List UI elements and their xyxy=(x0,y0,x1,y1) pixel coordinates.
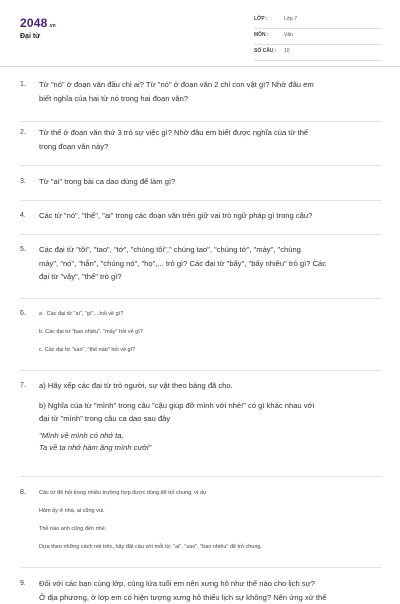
question-text: b) Nghĩa của từ "mình" trong câu "cậu giúp đỡ mình với nhé!" có gì khác nhau với xyxy=(39,399,381,413)
question-number: 8. xyxy=(20,489,26,496)
question-9 xyxy=(20,580,382,600)
question-text: Từ "ai" trong bài ca dao dùng để làm gì? xyxy=(39,175,381,189)
question-8 xyxy=(20,489,382,568)
logo-domain: .vn xyxy=(49,23,56,29)
sub-question: c. Các đại từ "sao", "thế nào" hỏi về gì? xyxy=(39,346,381,355)
question-number: 2. xyxy=(20,129,26,136)
question-1 xyxy=(20,81,382,122)
question-6 xyxy=(20,310,382,371)
question-number: 4. xyxy=(20,212,26,219)
page-title: Đại từ xyxy=(20,33,40,40)
question-text: mày", "nó", "hắn", "chúng nó", "họ",... trỏ gì? Các đại từ "bấy", "bấy nhiêu" trỏ gì? Các xyxy=(39,257,381,271)
question-number: 6. xyxy=(20,310,26,317)
question-number: 3. xyxy=(20,178,26,185)
site-logo[interactable] xyxy=(20,16,56,30)
question-text: Từ "nó" ở đoạn văn đầu chỉ ai? Từ "nó" ở đoạn văn 2 chỉ con vật gì? Nhờ đâu em xyxy=(39,78,381,92)
question-number: 7. xyxy=(20,382,26,389)
question-text: Các từ để hỏi trong nhiều trường hợp được dùng để trỏ chung, ví dụ xyxy=(39,489,381,498)
question-2 xyxy=(20,129,382,166)
question-text: Các từ "nó", "thế", "ai" trong các đoạn văn trên giữ vai trò ngữ pháp gì trong câu? xyxy=(39,209,381,223)
meta-question-count xyxy=(254,46,380,61)
example-line: Thế nào anh cũng đến nhé. xyxy=(39,525,381,534)
question-text: biết nghĩa của hai từ nó trong hai đoạn văn? xyxy=(39,92,381,106)
question-text: đại từ "vậy", "thế" trỏ gì? xyxy=(39,270,381,284)
question-4 xyxy=(20,212,382,235)
meta-label: SỐ CÂU : xyxy=(254,48,277,54)
question-number: 5. xyxy=(20,246,26,253)
question-text: đại từ "mình" trong câu ca dao sau đây xyxy=(39,412,381,426)
example-line: Hôm ấy ở nhà, ai cũng vui. xyxy=(39,507,381,516)
meta-value: Văn xyxy=(284,32,293,38)
poem-line: Ta về ta nhớ hàm ăng mình cười" xyxy=(39,442,381,455)
meta-grade xyxy=(254,14,380,29)
question-3 xyxy=(20,178,382,201)
meta-label: MÔN : xyxy=(254,32,269,38)
question-number: 1. xyxy=(20,81,26,88)
meta-value: 10 xyxy=(284,48,290,54)
meta-value: Lớp 7 xyxy=(284,16,297,22)
meta-subject xyxy=(254,30,380,45)
meta-label: LỚP : xyxy=(254,16,268,22)
question-text: a) Hãy xếp các đại từ trỏ người, sự vật theo bảng đã cho. xyxy=(39,379,381,393)
sub-question: a . Các đại từ "ai", "gì",...hỏi về gì? xyxy=(39,310,381,319)
question-text: Đối với các bạn cùng lớp, cùng lứa tuổi em nên xưng hô như thế nào cho lịch sự? xyxy=(39,577,381,591)
question-text: trong đoạn văn này? xyxy=(39,140,381,154)
sub-question: b. Các đại từ "bao nhiêu", "mấy" hỏi về gì? xyxy=(39,328,381,337)
question-5 xyxy=(20,246,382,299)
poem-line: "Mình về mình có nhớ ta, xyxy=(39,430,381,443)
question-text: Các đại từ "tôi", "tao", "tớ", "chúng tôi"," chúng tao", "chúng tớ", "mày", "chúng xyxy=(39,243,381,257)
question-number: 9. xyxy=(20,580,26,587)
question-text: Ở địa phương, ở lớp em có hiện tượng xưng hô thiếu lịch sự không? Nên ứng xử thế xyxy=(39,591,381,604)
worksheet-header xyxy=(0,0,400,67)
question-7 xyxy=(20,382,382,477)
logo-text: 2048 xyxy=(20,16,48,30)
question-text: Từ thế ở đoạn văn thứ 3 trỏ sự việc gì? Nhờ đâu em biết được nghĩa của từ thế xyxy=(39,126,381,140)
question-text: Dựa theo những cách nói trên, hãy đặt câu với mỗi từ: "ai", "sao", "bao nhiêu" để trỏ chung. xyxy=(39,543,381,552)
